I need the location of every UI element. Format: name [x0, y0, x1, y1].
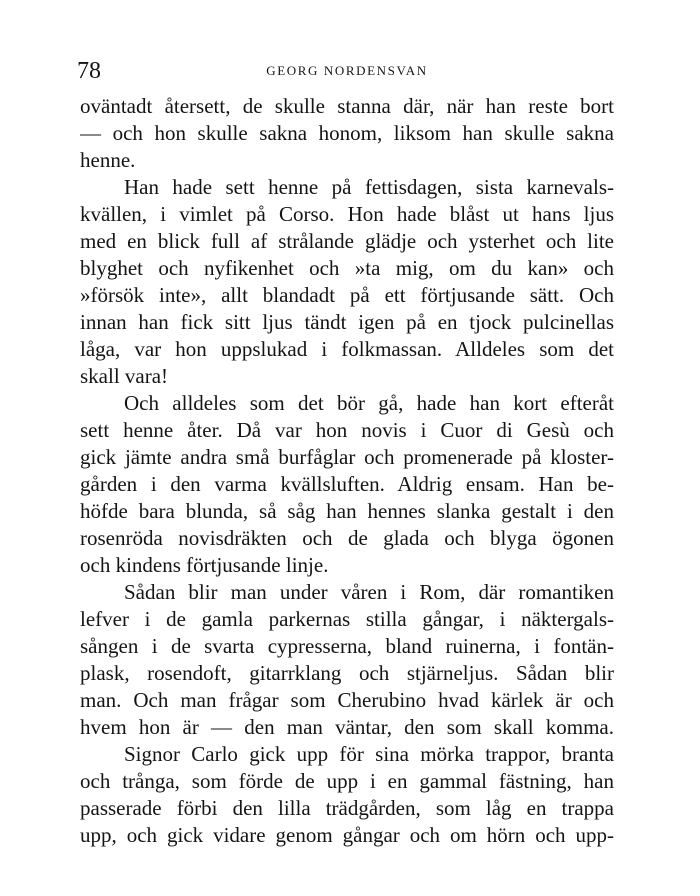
- text-line: Han hade sett henne på fettisdagen, sista karnevals-: [124, 175, 614, 199]
- text-line: plask, rosendoft, gitarrklang och stjärneljus. Sådan blir: [80, 661, 614, 685]
- text-line: gården i den varma kvällsluften. Aldrig ensam. Han be-: [80, 472, 614, 496]
- text-line: sett henne åter. Då var hon novis i Cuor di Gesù och: [80, 418, 614, 442]
- text-line: passerade förbi den lilla trädgården, som låg en trappa: [80, 796, 614, 820]
- text-line: lefver i de gamla parkernas stilla gångar, i näktergals-: [80, 607, 614, 631]
- page-header: [77, 58, 617, 84]
- page-number: 78: [77, 58, 101, 84]
- text-line: låga, var hon uppslukad i folkmassan. Alldeles som det: [80, 337, 614, 361]
- text-line: höfde bara blunda, så såg han hennes slanka gestalt i den: [80, 499, 614, 523]
- text-line: rosenröda novisdräkten och de glada och blyga ögonen: [80, 526, 614, 550]
- text-line: med en blick full af strålande glädje och ysterhet och lite: [80, 229, 614, 253]
- text-line: oväntadt återsett, de skulle stanna där, när han reste bort: [80, 94, 614, 118]
- text-line: henne.: [80, 148, 136, 172]
- running-head: GEORG NORDENSVAN: [266, 63, 428, 78]
- text-line: gick jämte andra små burfåglar och promenerade på kloster-: [80, 445, 614, 469]
- text-line: blyghet och nyfikenhet och »ta mig, om du kan» och: [80, 256, 614, 280]
- text-line: Och alldeles som det bör gå, hade han kort efteråt: [124, 391, 614, 415]
- text-line: innan han fick sitt ljus tändt igen på en tjock pulcinellas: [80, 310, 614, 334]
- text-line: skall vara!: [80, 364, 169, 388]
- text-line: man. Och man frågar som Cherubino hvad kärlek är och: [80, 688, 614, 712]
- text-line: — och hon skulle sakna honom, liksom han skulle sakna: [80, 121, 614, 145]
- text-line: Signor Carlo gick upp för sina mörka trappor, branta: [124, 742, 614, 766]
- body-text: [80, 93, 614, 849]
- text-line: hvem hon är — den man väntar, den som skall komma.: [80, 715, 614, 739]
- text-line: och trånga, som förde de upp i en gammal fästning, han: [80, 769, 614, 793]
- text-line: »försök inte», allt blandadt på ett förtjusande sätt. Och: [80, 283, 614, 307]
- text-line: och kindens förtjusande linje.: [80, 553, 329, 577]
- text-line: kvällen, i vimlet på Corso. Hon hade blåst ut hans ljus: [80, 202, 614, 226]
- text-line: sången i de svarta cypresserna, bland ruinerna, i fontän-: [80, 634, 614, 658]
- text-line: Sådan blir man under våren i Rom, där romantiken: [124, 580, 614, 604]
- text-line: upp, och gick vidare genom gångar och om hörn och upp-: [80, 823, 614, 847]
